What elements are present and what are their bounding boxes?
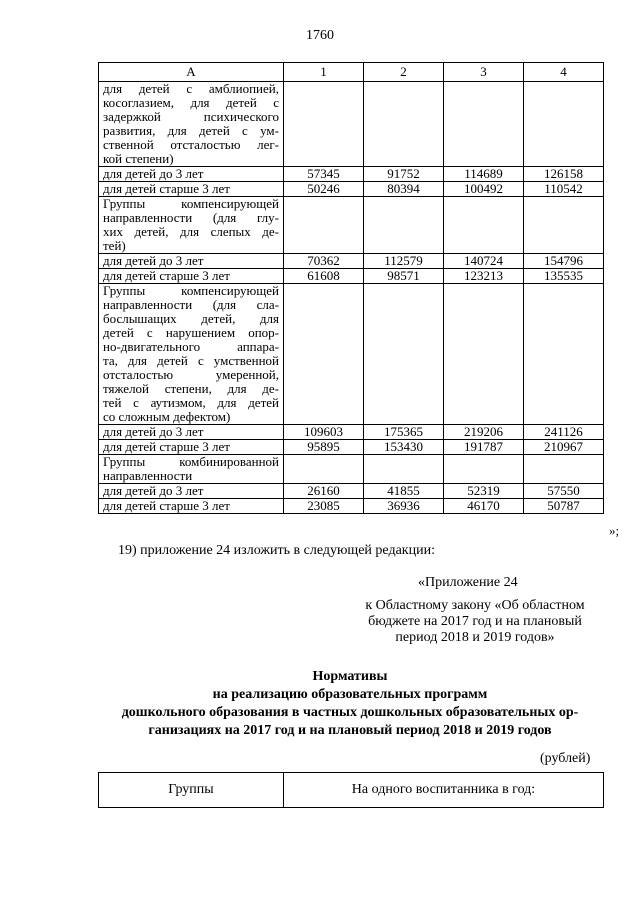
heading-line: на реализацию образовательных программ — [212, 687, 488, 702]
header-cell: 3 — [444, 63, 524, 82]
group-description-line: бослышащих детей, для — [103, 311, 279, 326]
normatives-table — [98, 62, 604, 514]
group-description — [99, 197, 284, 254]
value-cell: 126158 — [524, 167, 604, 182]
value-cell: 140724 — [444, 254, 524, 269]
group-description-line: та, для детей с умственной — [103, 353, 279, 368]
value-cell: 100492 — [444, 182, 524, 197]
value-cell: 57550 — [524, 484, 604, 499]
group-description-line: детей с нарушением опор- — [103, 325, 279, 340]
value-cell: 46170 — [444, 499, 524, 514]
value-cell: 36936 — [364, 499, 444, 514]
header-cell: 4 — [524, 63, 604, 82]
groups-table — [98, 772, 604, 808]
row-label: для детей до 3 лет — [99, 425, 284, 440]
group-description-row — [99, 284, 604, 425]
table-row — [99, 499, 604, 514]
group-description-line: Группы компенсирующей — [103, 283, 279, 298]
empty-cell — [444, 197, 524, 254]
group-description — [99, 455, 284, 484]
group-description-line: тей) — [103, 238, 126, 253]
value-cell: 112579 — [364, 254, 444, 269]
header-cell-per-pupil: На одного воспитанника в год: — [284, 773, 604, 808]
row-label: для детей до 3 лет — [99, 484, 284, 499]
value-cell: 61608 — [284, 269, 364, 284]
value-cell: 123213 — [444, 269, 524, 284]
empty-cell — [364, 82, 444, 167]
row-label: для детей до 3 лет — [99, 167, 284, 182]
group-description-line: задержкой психического — [103, 109, 279, 124]
group-description-line: хих детей, для слепых де- — [103, 224, 279, 239]
group-description-line: развития, для детей с ум- — [103, 123, 279, 138]
value-cell: 26160 — [284, 484, 364, 499]
value-cell: 57345 — [284, 167, 364, 182]
value-cell: 41855 — [364, 484, 444, 499]
empty-cell — [524, 82, 604, 167]
row-label: для детей старше 3 лет — [99, 440, 284, 455]
appendix-subtitle-line: бюджете на 2017 год и на плановый — [368, 614, 582, 629]
table-header-row — [99, 63, 604, 82]
value-cell: 52319 — [444, 484, 524, 499]
value-cell: 98571 — [364, 269, 444, 284]
page-number: 1760 — [306, 28, 334, 43]
value-cell: 175365 — [364, 425, 444, 440]
heading-line: ганизациях на 2017 год и на плановый период 2018 и 2019 годов — [148, 723, 552, 738]
empty-cell — [364, 284, 444, 425]
header-cell: 2 — [364, 63, 444, 82]
empty-cell — [444, 82, 524, 167]
group-description-row — [99, 197, 604, 254]
value-cell: 70362 — [284, 254, 364, 269]
value-cell: 153430 — [364, 440, 444, 455]
group-description-line: Группы компенсирующей — [103, 196, 279, 211]
group-description-line: для детей с амблиопией, — [103, 81, 279, 96]
group-description-row — [99, 455, 604, 484]
table-row — [99, 254, 604, 269]
empty-cell — [364, 455, 444, 484]
value-cell: 23085 — [284, 499, 364, 514]
group-description — [99, 82, 284, 167]
value-cell: 110542 — [524, 182, 604, 197]
amendment-text: 19) приложение 24 изложить в следующей редакции: — [118, 543, 435, 558]
group-description-line: но-двигательного аппара- — [103, 339, 279, 354]
value-cell: 210967 — [524, 440, 604, 455]
value-cell: 114689 — [444, 167, 524, 182]
group-description-line: со сложным дефектом) — [103, 409, 231, 424]
row-label: для детей старше 3 лет — [99, 499, 284, 514]
table-row — [99, 182, 604, 197]
table-row — [99, 269, 604, 284]
value-cell: 50787 — [524, 499, 604, 514]
appendix-subtitle-line: к Областному закону «Об областном — [365, 598, 585, 613]
row-label: для детей старше 3 лет — [99, 182, 284, 197]
group-description-line: направленности (для сла- — [103, 297, 279, 312]
value-cell: 109603 — [284, 425, 364, 440]
empty-cell — [364, 197, 444, 254]
quote-end-mark: »; — [609, 523, 620, 538]
group-description — [99, 284, 284, 425]
document-heading — [90, 668, 610, 740]
group-description-line: косоглазием, для детей с — [103, 95, 279, 110]
units-label: (рублей) — [540, 751, 591, 766]
group-description-row — [99, 82, 604, 167]
table-row — [99, 425, 604, 440]
empty-cell — [444, 284, 524, 425]
appendix-subtitle-line: период 2018 и 2019 годов» — [395, 630, 555, 645]
value-cell: 91752 — [364, 167, 444, 182]
row-label: для детей старше 3 лет — [99, 269, 284, 284]
empty-cell — [524, 197, 604, 254]
table-header-row — [99, 773, 604, 808]
value-cell: 50246 — [284, 182, 364, 197]
group-description-line: ственной отсталостью лег- — [103, 137, 279, 152]
group-description-line: кой степени) — [103, 151, 174, 166]
value-cell: 219206 — [444, 425, 524, 440]
empty-cell — [524, 455, 604, 484]
group-description-line: тей с аутизмом, для детей — [103, 395, 279, 410]
group-description-line: тяжелой степени, для де- — [103, 381, 279, 396]
table-row — [99, 484, 604, 499]
group-description-line: отсталостью умеренной, — [103, 367, 279, 382]
row-label: для детей до 3 лет — [99, 254, 284, 269]
group-description-line: направленности (для глу- — [103, 210, 279, 225]
value-cell: 191787 — [444, 440, 524, 455]
group-description-line: Группы комбинированной — [103, 454, 279, 469]
header-cell-groups: Группы — [99, 773, 284, 808]
appendix-title: «Приложение 24 — [418, 575, 518, 590]
empty-cell — [284, 82, 364, 167]
header-cell: А — [99, 63, 284, 82]
value-cell: 95895 — [284, 440, 364, 455]
value-cell: 135535 — [524, 269, 604, 284]
appendix-subtitle — [350, 598, 600, 646]
table-row — [99, 440, 604, 455]
empty-cell — [524, 284, 604, 425]
empty-cell — [444, 455, 524, 484]
value-cell: 154796 — [524, 254, 604, 269]
header-cell: 1 — [284, 63, 364, 82]
table-row — [99, 167, 604, 182]
value-cell: 241126 — [524, 425, 604, 440]
empty-cell — [284, 197, 364, 254]
empty-cell — [284, 455, 364, 484]
group-description-line: направленности — [103, 468, 193, 483]
heading-line: дошкольного образования в частных дошкольных образовательных ор- — [121, 705, 579, 720]
heading-line: Нормативы — [312, 669, 388, 684]
empty-cell — [284, 284, 364, 425]
value-cell: 80394 — [364, 182, 444, 197]
